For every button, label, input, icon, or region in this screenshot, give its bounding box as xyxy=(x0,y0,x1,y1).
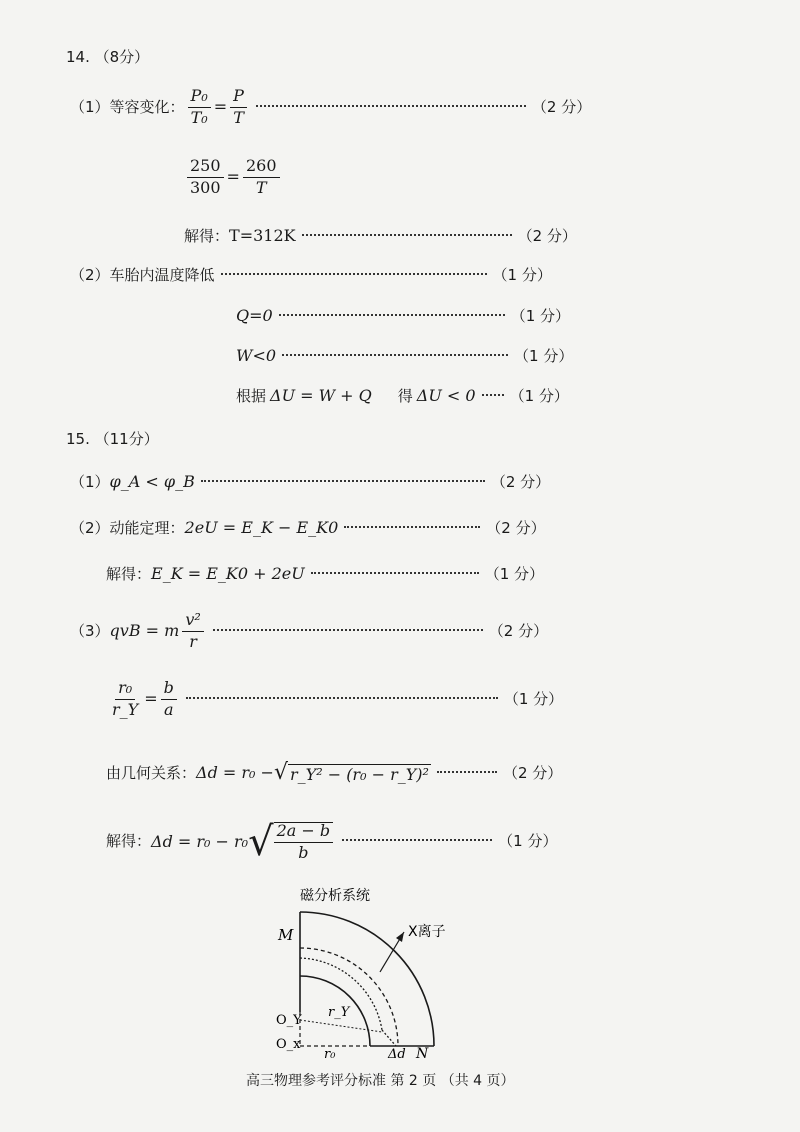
fraction-p0-t0: $\frac{\text{P₀}}{\text{T₀}}$ xyxy=(188,88,211,127)
q15-solution-line: 解得： E_K = E_K0 + 2eU （1 分） xyxy=(106,564,545,583)
label-x-ion: X离子 xyxy=(408,924,446,940)
label-delta-d: Δd xyxy=(388,1047,406,1060)
label-ox: O_x xyxy=(276,1037,301,1052)
q14-energy-line: 根据 ΔU = W + Q 得 ΔU < 0 （1 分） xyxy=(236,386,569,405)
q14-header: 14. （8分） xyxy=(66,48,150,66)
q14-substitution: $\frac{250}{300}$ = $\frac{260}{T}$ xyxy=(184,158,283,197)
q15-part2-line: （2）动能定理： 2eU = E_K − E_K0 （2 分） xyxy=(70,518,546,537)
diagram-title: 磁分析系统 xyxy=(300,888,370,904)
leader-dots xyxy=(256,105,526,107)
label-m: M xyxy=(278,926,294,944)
label-oy: O_Y xyxy=(276,1013,302,1028)
magnetic-analysis-diagram xyxy=(270,880,490,1060)
fraction-p-t: $\frac{P}{T}$ xyxy=(230,88,247,127)
label-r0: r₀ xyxy=(324,1047,336,1060)
q15-geometry-line: 由几何关系： Δd = r₀ − √ r_Y² − (r₀ − r_Y)² （2 分） xyxy=(106,760,563,785)
label-n: N xyxy=(416,1046,429,1060)
q14-part1-line: （1）等容变化： $\frac{\text{P₀}}{\text{T₀}}$ = $\frac{P}{T}$ （2 分） xyxy=(70,86,592,127)
q15-ratio-line: $\frac{\text{r₀}}{r\_Y}$ = $\frac{b}{a}$ （1 分） xyxy=(112,678,564,719)
score: （2 分） xyxy=(531,97,592,116)
q15-part3-line: （3） qvB = m $\frac{\text{v²}}{r}$ （2 分） xyxy=(70,610,549,651)
ry-line xyxy=(300,1020,382,1032)
q15-part1-line: （1） φ_A < φ_B （2 分） xyxy=(70,472,551,491)
q14-part2-line: （2）车胎内温度降低 （1 分） xyxy=(70,266,552,284)
q15-header: 15. （11分） xyxy=(66,430,159,448)
q14-part1-label: （1）等容变化： xyxy=(70,97,185,116)
label-ry: r_Y xyxy=(328,1005,350,1020)
q15-final-line: 解得： Δd = r₀ − r₀ √ $\frac{2a - b}{b}$ （1 分） xyxy=(106,818,558,865)
q14-w-line: W<0 （1 分） xyxy=(236,346,574,365)
page-footer: 高三物理参考评分标准 第 2 页 （共 4 页） xyxy=(246,1073,515,1089)
q14-solution-line: 解得： T=312K （2 分） xyxy=(184,226,577,245)
q14-q-line: Q=0 （1 分） xyxy=(236,306,571,325)
